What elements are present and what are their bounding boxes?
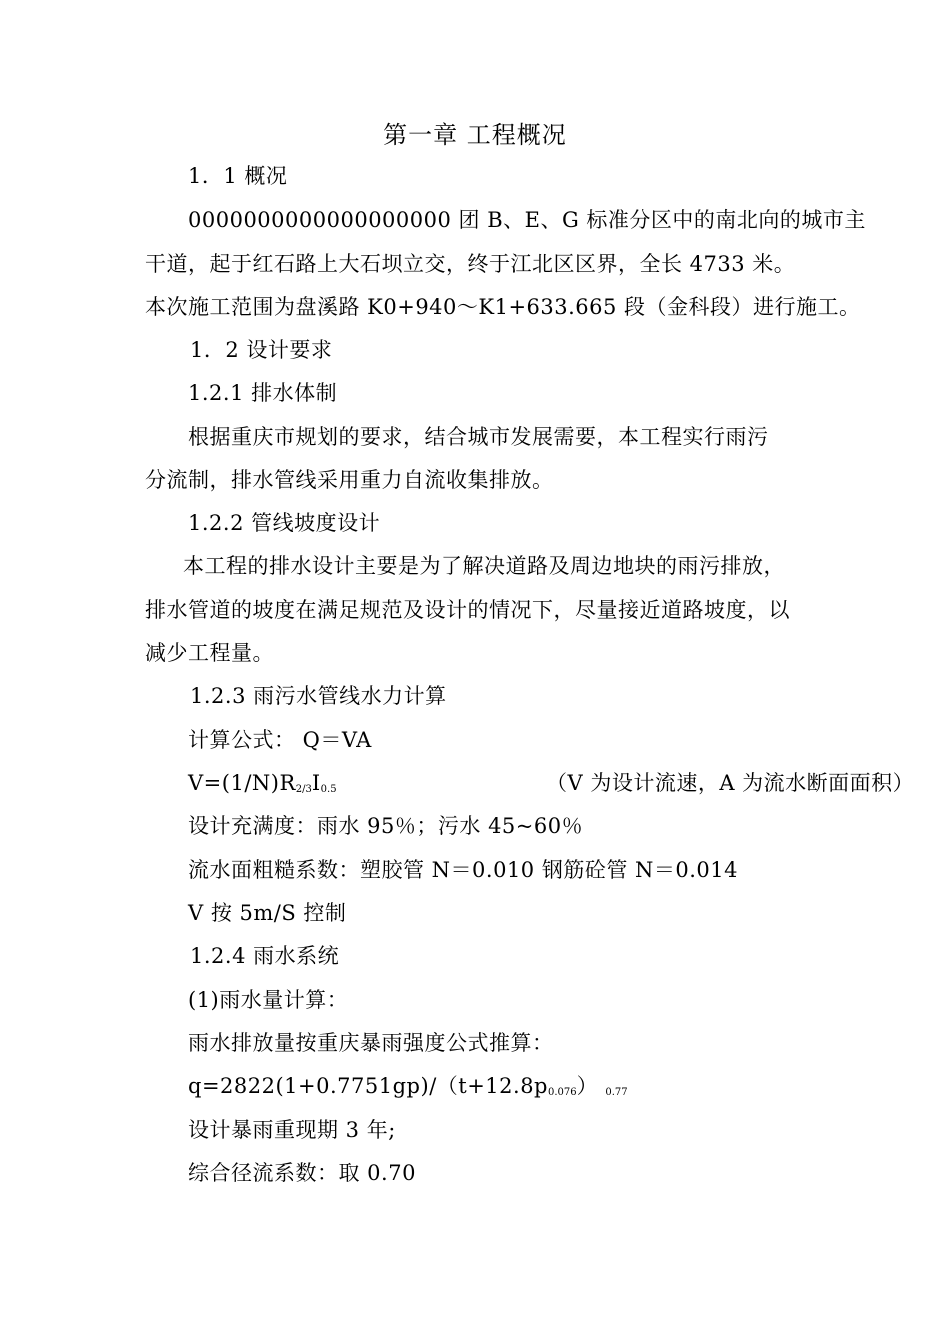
roughness-coefficient: 流水面粗糙系数：塑胶管 N＝0.010 钢筋砼管 N＝0.014: [188, 858, 739, 882]
section-heading-1-2-4: 1.2.4 雨水系统: [190, 944, 340, 968]
velocity-formula-exponent-i: 0.5: [320, 784, 337, 795]
section-heading-1-2: 1．2 设计要求: [190, 338, 333, 362]
design-fullness: 设计充满度：雨水 95％；污水 45~60％: [188, 814, 584, 838]
rain-formula-exponent-outer: 0.77: [605, 1087, 628, 1098]
overview-line-2: 干道，起于红石路上大石坝立交，终于江北区区界，全长 4733 米。: [145, 252, 796, 276]
slope-design-line-2: 排水管道的坡度在满足规范及设计的情况下，尽量接近道路坡度，以: [145, 598, 790, 622]
velocity-formula-main: V=(1/N)R: [188, 771, 296, 795]
velocity-formula-exponent-r: 2/3: [295, 784, 312, 795]
velocity-formula: [188, 769, 915, 804]
rain-formula-main: q=2822(1+0.7751gp)/（t+12.8p: [188, 1074, 548, 1098]
rain-calc-heading: (1)雨水量计算：: [188, 988, 349, 1012]
chapter-title: 第一章 工程概况: [383, 121, 567, 149]
slope-design-line-1: 本工程的排水设计主要是为了解决道路及周边地块的雨污排放，: [183, 554, 785, 578]
overview-line-1: 0000000000000000000 团 B、E、G 标准分区中的南北向的城市主: [188, 208, 866, 232]
drainage-system-line-1: 根据重庆市规划的要求，结合城市发展需要，本工程实行雨污: [188, 425, 769, 449]
section-heading-1-2-2: 1.2.2 管线坡度设计: [188, 511, 381, 535]
runoff-coefficient: 综合径流系数：取 0.70: [188, 1161, 416, 1185]
velocity-formula-note: （V 为设计流速，A 为流水断面面积）: [546, 771, 915, 795]
calc-formula: 计算公式： Q＝VA: [188, 728, 372, 752]
rain-formula-intro: 雨水排放量按重庆暴雨强度公式推算：: [188, 1031, 554, 1055]
slope-design-line-3: 减少工程量。: [145, 641, 274, 665]
rain-intensity-formula: [188, 1072, 628, 1107]
drainage-system-line-2: 分流制，排水管线采用重力自流收集排放。: [145, 468, 554, 492]
return-period: 设计暴雨重现期 3 年;: [188, 1118, 396, 1142]
velocity-control: V 按 5m/S 控制: [188, 901, 347, 925]
section-heading-1-2-3: 1.2.3 雨污水管线水力计算: [190, 684, 447, 708]
velocity-formula-mid: I: [311, 771, 321, 795]
section-heading-1-2-1: 1.2.1 排水体制: [188, 381, 338, 405]
rain-formula-close: ）: [576, 1074, 599, 1098]
section-heading-1-1: 1．1 概况: [188, 164, 288, 188]
rain-formula-exponent-p: 0.076: [548, 1087, 577, 1098]
overview-line-3: 本次施工范围为盘溪路 K0+940～K1+633.665 段（金科段）进行施工。: [145, 295, 861, 319]
